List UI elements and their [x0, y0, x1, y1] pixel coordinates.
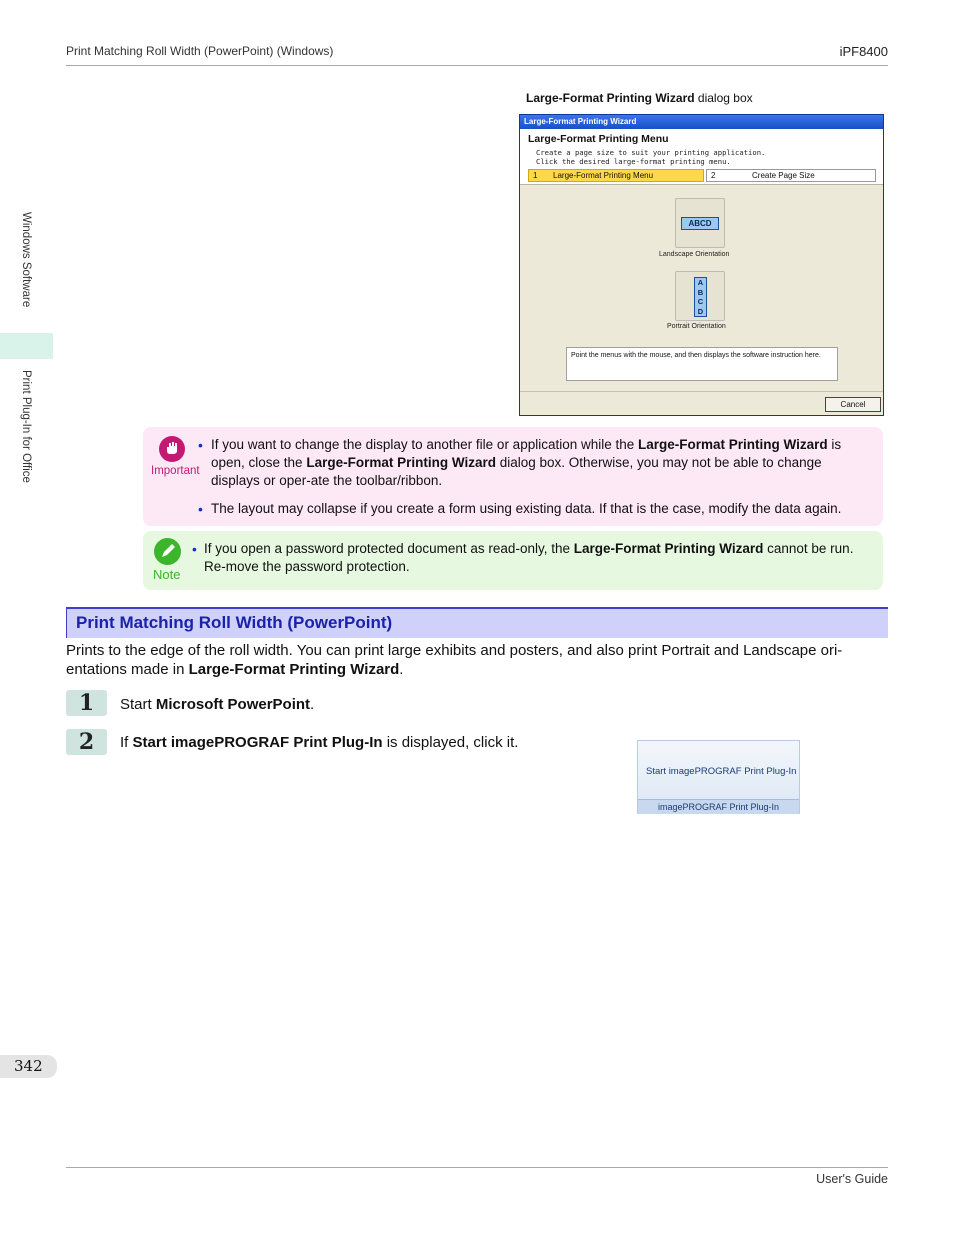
landscape-label: Landscape Orientation: [659, 251, 730, 258]
portrait-label: Portrait Orientation: [667, 323, 726, 330]
landscape-orientation-button[interactable]: [675, 198, 725, 248]
wizard-step-1[interactable]: 1 Large-Format Printing Menu: [528, 169, 704, 182]
wizard-dialog: [519, 114, 884, 416]
important-bullet-2: • The layout may collapse if you create a form using existing data. If that is the case, modify the data again.: [198, 501, 842, 517]
note-label: Note: [153, 567, 181, 582]
start-plugin-label: Start imagePROGRAF Print Plug-In: [646, 766, 797, 777]
dialog-header-area: [520, 129, 883, 185]
cancel-button[interactable]: Cancel: [825, 397, 881, 412]
section-title: Print Matching Roll Width (PowerPoint): [76, 613, 393, 632]
menu-title: Large-Format Printing Menu: [528, 133, 669, 145]
portrait-orientation-button[interactable]: [675, 271, 725, 321]
note-icon: [154, 538, 181, 565]
important-label: Important: [151, 465, 200, 477]
portrait-icon: A B C D: [694, 277, 707, 317]
page-number: 342: [0, 1055, 57, 1078]
menu-description: Create a page size to suit your printing application. Click the desired large-format printing menu.: [536, 148, 766, 166]
landscape-icon: ABCD: [681, 217, 719, 230]
footer-rule: [66, 1167, 888, 1168]
start-plugin-ribbon-button[interactable]: [637, 740, 800, 814]
side-tab-print-plugin: Print Plug-In for Office: [20, 370, 32, 483]
wizard-step-2[interactable]: 2 Create Page Size: [706, 169, 876, 182]
step-number-2: 2: [66, 729, 107, 755]
important-icon: [159, 436, 185, 462]
step-text-1: Start Microsoft PowerPoint.: [120, 696, 315, 713]
important-callout: [143, 427, 883, 526]
running-header-title: Print Matching Roll Width (PowerPoint) (Windows): [66, 44, 334, 58]
important-bullet-1: • If you want to change the display to another file or application while the Large-Format Printing Wizard is open, close the Large-Format Printing Wizard dialog box. Otherwise, you may not be able to change displays or oper-ate the toolbar/ribbon.: [198, 437, 842, 488]
plugin-group-label: imagePROGRAF Print Plug-In: [638, 799, 799, 814]
note-callout: [143, 531, 883, 590]
footer-guide-title: User's Guide: [816, 1172, 888, 1186]
instruction-box: Point the menus with the mouse, and then displays the software instruction here.: [566, 347, 838, 381]
dialog-footer: [520, 391, 883, 416]
running-header-model: iPF8400: [839, 44, 888, 59]
section-intro: Prints to the edge of the roll width. You can print large exhibits and posters, and also print Portrait and Landscape ori-entations made in Large-Format Printing Wizard.: [66, 642, 843, 678]
dialog-title-bar: Large-Format Printing Wizard: [520, 115, 883, 129]
note-bullet: • If you open a password protected document as read-only, the Large-Format Printing Wizard cannot be run. Re-move the password protection.: [192, 541, 854, 574]
side-tab-windows-software: Windows Software: [20, 212, 32, 308]
side-tab-highlight: [0, 333, 53, 359]
step-number-1: 1: [66, 690, 107, 716]
figure-caption: Large-Format Printing Wizard dialog box: [526, 91, 753, 105]
header-rule: [66, 65, 888, 66]
step-text-2: If Start imagePROGRAF Print Plug-In is displayed, click it.: [120, 734, 519, 751]
